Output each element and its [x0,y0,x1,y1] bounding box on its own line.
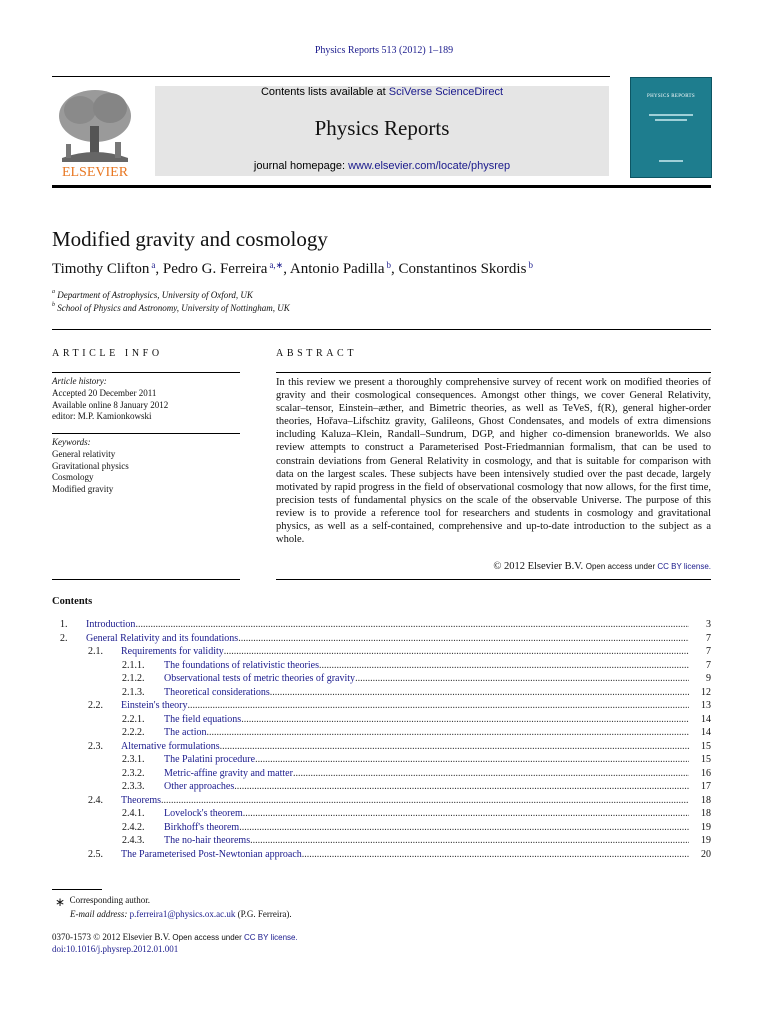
author-affiliation-mark[interactable]: a,∗ [269,260,284,270]
toc-leader-dots [161,794,689,807]
toc-page-number: 7 [706,659,711,671]
toc-link[interactable]: Birkhoff's theorem [164,821,240,833]
toc-entry[interactable] [52,645,711,658]
affiliation-a: $^a$ Department of Astrophysics, University of Oxford, UK [52,289,253,300]
toc-leader-dots [241,713,689,726]
author-affiliation-mark[interactable]: a [151,260,156,270]
email-note: E-mail address: p.ferreira1@physics.ox.ac.uk (P.G. Ferreira). [70,909,292,919]
affiliation-b: $^b$ School of Physics and Astronomy, University of Nottingham, UK [52,302,290,313]
keywords-block: Keywords: General relativity Gravitational physics Cosmology Modified gravity [52,437,129,495]
toc-page-number: 20 [701,848,711,860]
toc-leader-dots [188,699,689,712]
toc-leader-dots [220,740,689,753]
toc-link[interactable]: Einstein's theory [121,700,188,711]
toc-page-number: 18 [701,794,711,806]
elsevier-logo [52,86,138,178]
issn-line: 0370-1573 © 2012 Elsevier B.V. Open access under CC BY license. [52,932,298,942]
keyword: General relativity [52,448,116,459]
toc-number: 2.3. [88,740,103,752]
toc-number: 2.3.3. [122,781,145,792]
journal-name: Physics Reports [314,116,450,140]
toc-leader-dots [270,686,689,699]
toc-link[interactable]: The Parameterised Post-Newtonian approach [121,848,302,860]
toc-leader-dots [224,645,689,658]
toc-page-number: 3 [706,619,711,630]
toc-link[interactable]: Theorems [121,794,161,806]
toc-entry[interactable] [52,767,711,780]
toc-entry[interactable] [52,618,711,631]
keyword: Cosmology [52,472,94,483]
toc-link[interactable]: The field equations [164,713,242,725]
toc-entry[interactable] [52,713,711,726]
toc-page-number: 9 [706,673,711,684]
toc-entry[interactable] [52,780,711,793]
toc-number: 2.2. [88,700,103,711]
toc-page-number: 12 [701,686,711,698]
toc-number: 2.1. [88,646,103,657]
abstract-text: In this review we present a thoroughly comprehensive survey of recent work on modified theories of gravity and their cosmological consequences. Amongst other things, we cover General Relativity, scalar–tensor, Einstein–æther, and Bimetric theories, as well as TeVeS, f(R), general higher-order theories, Hořava–Lifschitz gravity, Galileons, Ghost Condensates, and models of extra dimensions including Kaluza–Klein, Randall–Sundrum, DGP, and higher co-dimension braneworlds. We also review attempts to construct a Parameterised Post-Friedmannian formalism, that can be used to constrain deviations from General Relativity in cosmology, and that is suitable for comparison with data on the largest scales. These subjects have been intensively studied over the past decade, largely motivated by rapid progress in the field of observational cosmology that now allows, for the first time, precision tests of fundamental physics on the scale of the observable Universe. The purpose of this review is to provide a reference tool for researchers and students in cosmology and gravitational physics, as well as a self-contained, comprehensive and up-to-date introduction to the subject as a whole. [276,377,711,546]
toc-leader-dots [243,807,689,820]
toc-link[interactable]: Lovelock's theorem [164,808,243,819]
elsevier-wordmark: ELSEVIER [61,165,129,178]
toc-entry[interactable] [52,686,711,699]
toc-page-number: 7 [706,632,711,644]
abstract-rule [276,372,711,373]
cc-by-license-link[interactable]: CC BY license. [657,562,711,571]
header-rule [52,185,711,188]
contents-heading: Contents [52,596,93,607]
toc-entry[interactable] [52,740,711,753]
article-history: Article history: Accepted 20 December 2011 Available online 8 January 2012 editor: M.P. Kamionkowski [52,376,169,422]
article-info-heading: ARTICLE INFO [52,348,163,359]
cover-title: PHYSICS REPORTS [647,94,695,99]
journal-homepage: journal homepage: www.elsevier.com/locate/physrep [253,160,511,172]
toc-entry[interactable] [52,632,711,645]
toc-number: 2.4.1. [122,808,145,819]
toc-page-number: 14 [701,713,711,725]
toc-entry[interactable] [52,753,711,766]
toc-number: 1. [60,619,68,630]
author-separator: , [283,261,290,277]
toc-leader-dots [238,632,689,645]
toc-link[interactable]: The Palatini procedure [164,754,256,765]
homepage-link[interactable]: www.elsevier.com/locate/physrep [348,160,511,172]
toc-link[interactable]: Introduction [86,619,136,630]
abstract-copyright: © 2012 Elsevier B.V. Open access under CC BY license. [493,561,711,572]
author-name: Constantinos Skordis [398,261,527,277]
toc-leader-dots [135,618,689,631]
journal-reference[interactable]: Physics Reports 513 (2012) 1–189 [314,45,454,56]
toc-leader-dots [206,726,689,739]
sciverse-link[interactable]: SciVerse ScienceDirect [388,86,504,98]
toc-leader-dots [255,753,689,766]
toc-entry[interactable] [52,807,711,820]
toc-entry[interactable] [52,821,711,834]
toc-number: 2.2.1. [122,713,145,725]
journal-cover-thumbnail[interactable] [630,77,712,178]
toc-number: 2. [60,632,68,644]
toc-entry[interactable] [52,699,711,712]
author-separator: , [391,261,399,277]
toc-link[interactable]: Other approaches [164,781,235,792]
author-name: Timothy Clifton [52,261,150,277]
affiliation-rule [52,329,711,330]
toc-leader-dots [239,821,689,834]
article-info-rule [52,372,240,373]
toc-number: 2.3.2. [122,767,145,779]
author-separator: , [155,261,163,277]
toc-number: 2.4.2. [122,821,145,833]
toc-entry[interactable] [52,672,711,685]
abstract-bottom-rule [276,579,711,580]
toc-number: 2.1.3. [122,686,145,698]
toc-entry[interactable] [52,659,711,672]
toc-page-number: 13 [701,700,711,711]
keyword: Modified gravity [52,484,114,495]
keyword: Gravitational physics [52,460,129,471]
contents-availability: Contents lists available at SciVerse ScienceDirect [260,86,504,98]
paper-title: Modified gravity and cosmology [52,227,328,251]
toc-number: 2.1.1. [122,659,145,671]
toc-number: 2.2.2. [122,727,145,738]
toc-link[interactable]: Metric-affine gravity and matter [164,767,293,779]
author-name: Antonio Padilla [289,261,385,277]
top-rule [52,76,610,77]
author-list [52,261,533,278]
toc-link[interactable]: The foundations of relativistic theories [164,659,319,671]
toc-number: 2.1.2. [122,673,145,684]
toc-page-number: 18 [701,808,711,819]
toc-link[interactable]: The action [164,727,207,738]
info-bottom-rule [52,579,240,580]
toc-page-number: 14 [701,727,711,738]
author-affiliation-mark[interactable]: b [386,260,391,270]
toc-number: 2.4.3. [122,835,145,846]
toc-page-number: 7 [706,646,711,657]
toc-link[interactable]: The no-hair theorems [164,835,251,846]
abstract-heading: ABSTRACT [276,348,358,359]
toc-leader-dots [234,780,689,793]
toc-page-number: 17 [701,781,711,792]
toc-link[interactable]: Alternative formulations [121,740,220,752]
toc-entry[interactable] [52,834,711,847]
toc-page-number: 15 [701,754,711,765]
toc-entry[interactable] [52,726,711,739]
author-name: Pedro G. Ferreira [162,261,268,277]
toc-link[interactable]: Requirements for validity [121,646,224,657]
toc-link[interactable]: Theoretical considerations [164,686,270,698]
doi-link[interactable]: doi:10.1016/j.physrep.2012.01.001 [52,944,179,954]
toc-page-number: 19 [701,835,711,846]
toc-leader-dots [355,672,689,685]
email-link[interactable]: p.ferreira1@physics.ox.ac.uk [129,909,236,919]
toc-leader-dots [319,659,689,672]
corresponding-author-note: ∗ Corresponding author. [55,895,151,909]
author-affiliation-mark[interactable]: b [528,260,533,270]
toc-number: 2.3.1. [122,754,145,765]
toc-number: 2.4. [88,794,103,806]
toc-link[interactable]: Observational tests of metric theories of gravity [164,673,356,684]
toc-leader-dots [302,848,689,861]
toc-leader-dots [250,834,689,847]
toc-entry[interactable] [52,848,711,861]
footnote-rule [52,889,102,890]
toc-link[interactable]: General Relativity and its foundations [86,632,239,644]
toc-page-number: 19 [701,821,711,833]
toc-page-number: 16 [701,767,711,779]
journal-masthead [155,86,609,176]
keywords-rule [52,433,240,434]
footer-license-link[interactable]: CC BY license. [244,933,298,942]
toc-entry[interactable] [52,794,711,807]
toc-leader-dots [293,767,689,780]
toc-page-number: 15 [701,740,711,752]
toc-number: 2.5. [88,848,103,860]
